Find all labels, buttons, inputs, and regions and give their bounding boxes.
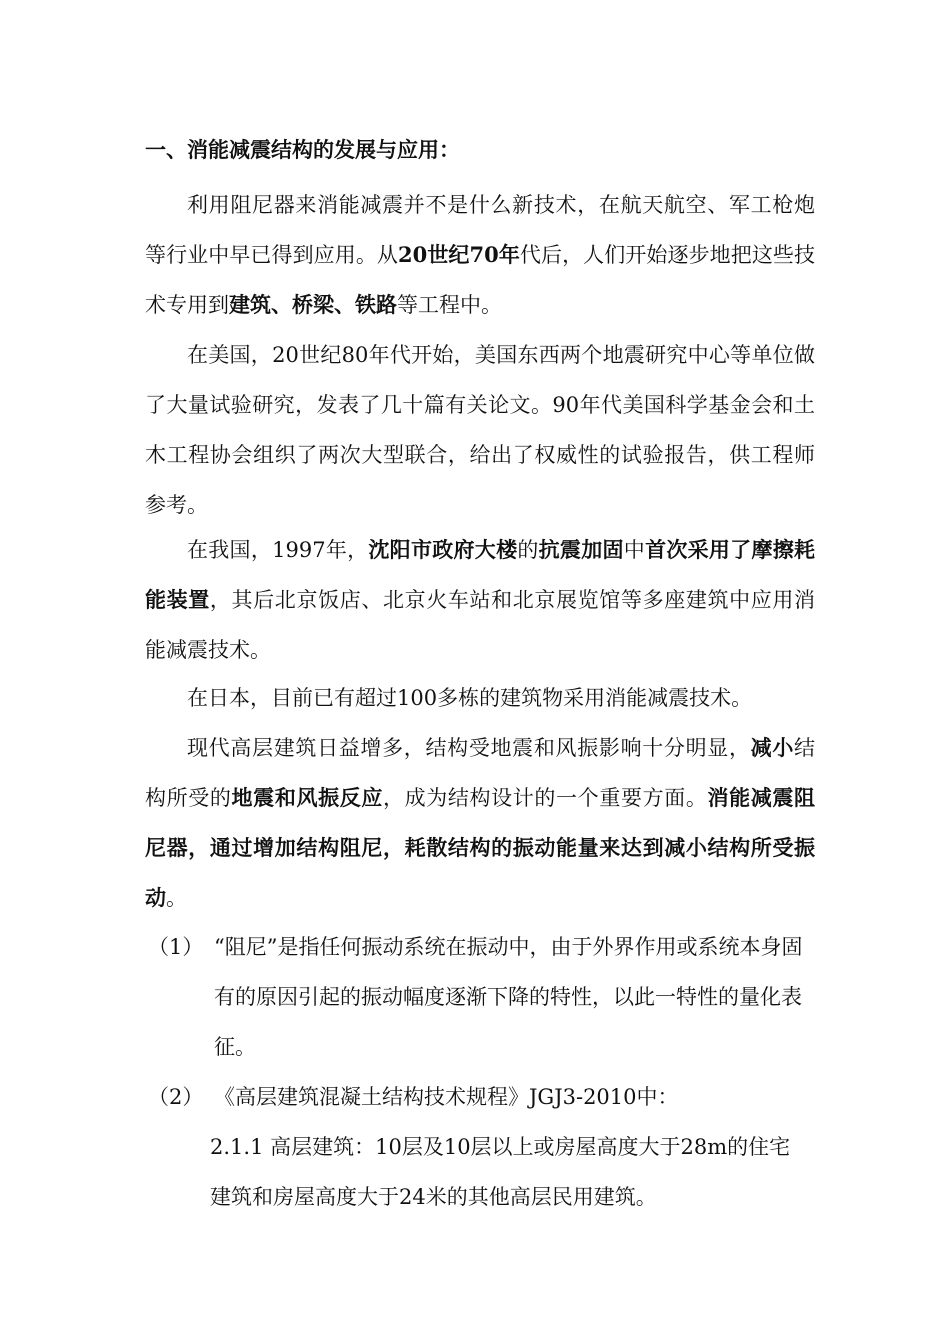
bold-text: 沈阳市政府大楼	[368, 537, 518, 562]
text-run: 等工程中。	[397, 293, 502, 317]
list-item-code-reference: 《高层建筑混凝土结构技术规程》JGJ3-2010中：	[214, 1085, 679, 1109]
bold-text: 抗震加固	[538, 537, 624, 562]
list-item-number: （2）	[148, 1085, 204, 1109]
paragraph-usa: 在美国，20世纪80年代开始，美国东西两个地震研究中心等单位做了大量试验研究，发表了几十篇有关论文。90年代美国科学基金会和土木工程协会组织了两次大型联合，给出了权威性的试验报告，供工程师参考。	[145, 343, 815, 517]
paragraph-china	[145, 525, 815, 675]
text-run: 。	[166, 886, 187, 910]
bold-text: 减小	[750, 735, 794, 760]
text-run: 中	[623, 538, 646, 562]
text-run: 利用阻尼器来消能减震并不是什么新技术，在航天航空、军工枪炮等行业中早已得到应用。从	[145, 193, 815, 267]
text-run: 代后，人们开始逐步地把这些技术专用到	[145, 243, 816, 317]
bold-text: 20世纪70年	[398, 242, 520, 267]
bold-text: 建筑、桥梁、铁路	[229, 292, 397, 317]
bold-text: 地震和风振反应	[231, 785, 383, 810]
list-item-damping-definition: “阻尼”是指任何振动系统在振动中，由于外界作用或系统本身固有的原因引起的振动幅度逐渐下降的特性，以此一特性的量化表征。	[214, 935, 803, 1059]
text-run: ，其后北京饭店、北京火车站和北京展览馆等多座建筑中应用消能减震技术。	[145, 588, 816, 662]
text-run: 的	[517, 538, 539, 562]
text-run: 现代高层建筑日益增多，结构受地震和风振影响十分明显，	[187, 736, 751, 760]
text-run: 在我国，1997年，	[187, 538, 369, 562]
text-run: 结构所受的	[145, 736, 815, 810]
section-heading: 一、消能减震结构的发展与应用：	[145, 137, 460, 162]
paragraph-damper-history	[145, 180, 815, 330]
clause-2-1-1: 2.1.1 高层建筑：10层及10层以上或房屋高度大于28m的住宅建筑和房屋高度大于24米的其他高层民用建筑。	[210, 1135, 791, 1209]
paragraph-modern-buildings	[145, 723, 815, 923]
list-item-number: （1）	[148, 935, 204, 959]
paragraph-japan: 在日本，目前已有超过100多栋的建筑物采用消能减震技术。	[187, 686, 753, 710]
bold-text: 消能减震阻尼器，通过增加结构阻尼，耗散结构的振动能量来达到减小结构所受振动	[145, 785, 816, 910]
text-run: ，成为结构设计的一个重要方面。	[382, 786, 708, 810]
bold-text: 首次采用了摩擦耗能装置	[145, 537, 816, 612]
